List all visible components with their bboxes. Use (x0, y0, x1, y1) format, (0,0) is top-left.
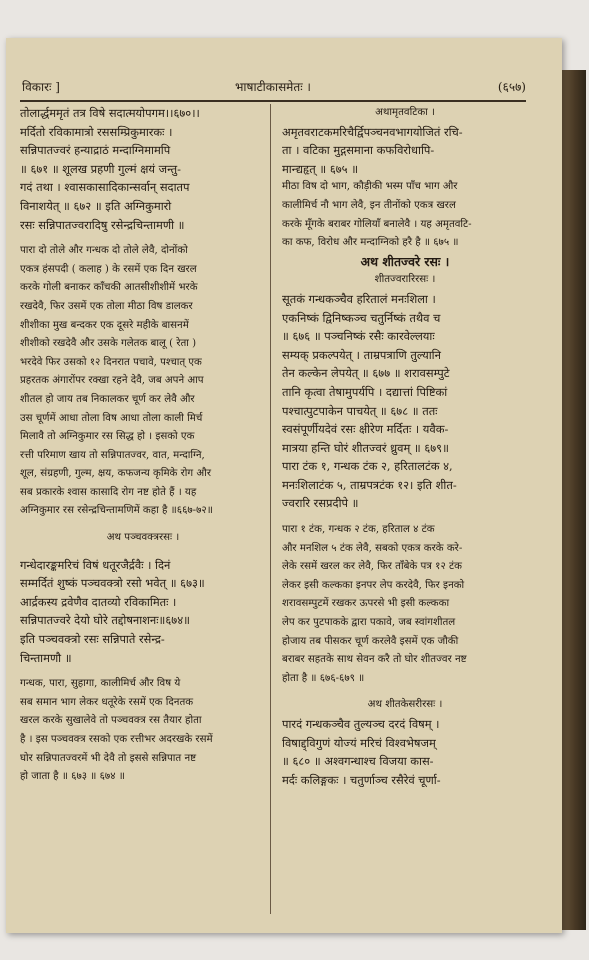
text-line: विषाद्द्विगुणं योज्यं मरिचं विश्वभेषजम् (282, 735, 436, 750)
text-line: कालीमिर्च नौ भाग लेवै, इन तीनोंको एकत्र खरल (282, 199, 456, 211)
text-line: करके मूँगके बराबर गोलियाँ बनालेवै । यह अमृतवटि- (282, 218, 472, 230)
text-line: प्रहरतक अंगारोंपर रक्खा रहने देवै, जब अपने आप (20, 375, 204, 387)
right-column (282, 104, 528, 789)
text-line: शूल, संग्रहणी, गुल्म, क्षय, कफजन्य कृमिके रोग और (20, 468, 211, 480)
text-line: मात्रया हन्ति घोरं शीतज्वरं ध्रुवम् ॥ ६७९॥ (282, 440, 449, 455)
text-line: और मनशिल ५ टंक लेवै, सबको एकत्र करके करे- (282, 542, 463, 554)
text-line: शीतल हो जाय तब निकालकर चूर्ण कर लेवै और (20, 393, 195, 405)
text-line: सन्निपातज्वरे देयो घोरे तद्दोषनाशनः॥६७४॥ (20, 613, 190, 628)
text-line: रखदेवै, फिर उसमें एक तोला मीठा विष डालकर (20, 300, 193, 312)
section-heading: अथामृतवटिका । (375, 107, 435, 118)
text-line: हो जाता है ॥ ६७३ ॥ ६७४ ॥ (20, 771, 125, 783)
text-line: विनाशयेत् ॥ ६७२ ॥ इति अग्निकुमारो (20, 198, 172, 213)
text-line: सम्मर्दितं शुष्कं पञ्चवक्त्रो रसो भवेत् ॥ ६७३॥ (20, 576, 205, 591)
section-heading: शीतज्वरारिरसः । (374, 274, 436, 286)
text-line: गन्धक, पारा, सुहागा, कालीमिर्च और विष ये (20, 678, 181, 690)
text-line: भरदेवे फिर उसको १२ दिनरात पचावे, पश्चात् एक (20, 356, 202, 368)
text-line: करके गोली बनाकर काँचकी आतसीशीशीमें भरके (20, 282, 198, 294)
spacer (20, 548, 266, 556)
text-line: शीशीको रखदेवै और उसके गलेतक बालू ( रेता ) (20, 338, 197, 350)
text-line: मिलावै तो अग्निकुमार रस सिद्ध हो । इसको एक (20, 431, 195, 443)
spacer (282, 688, 528, 696)
book-page (6, 38, 562, 933)
text-line: खरल करके सुखालेवे तो पञ्चवक्त्र रस तैयार होता (20, 715, 202, 727)
text-line: चिन्तामणौ ॥ (20, 650, 72, 665)
text-line: सम्यक् प्रकल्पयेत् । ताम्रपत्राणि तुल्यानि (282, 347, 441, 362)
text-line: उस चूर्णमें आधा तोला विष आधा तोला काली मिर्च (20, 412, 203, 424)
text-line: पारा दो तोले और गन्धक दो तोले लेवै, दोनोंको (20, 245, 188, 257)
text-line: सब समान भाग लेकर धतूरेके रसमें एक दिनतक (20, 696, 194, 708)
text-line: बराबर सहतके साथ सेवन करै तो घोर शीतज्वर नष्ट (282, 654, 467, 666)
text-line: ॥ ६८० ॥ अश्वगन्धाश्च विजया कास- (282, 754, 434, 769)
spacer (20, 667, 266, 675)
text-line: रत्ती परिमाण खाय तो सन्निपातज्वर, वात, मन्दाग्नि, (20, 449, 205, 461)
text-line: मर्दः कलिङ्गकः । चतुर्णाञ्च रसैरेवं चूर्णा- (282, 772, 441, 787)
text-line: घोर सन्निपातज्वरमें भी देवै तो इससे सन्निपात नष्ट (20, 752, 197, 764)
text-line: लेके रसमें खरल कर लेवै, फिर ताँबेके पत्र १२ टंक (282, 561, 462, 573)
text-line: शीशीका मुख बन्दकर एक दूसरे महीके बासनमें (20, 319, 189, 331)
column-divider (270, 104, 271, 914)
running-header (20, 76, 526, 102)
text-line: शरावसम्पुटमें रखकर ऊपरसे भी इसी कल्कका (282, 598, 450, 610)
text-line: ज्वरारि रसप्रदीपे ॥ (282, 496, 359, 511)
header-title: भाषाटीकासमेतः । (235, 80, 311, 94)
text-line: सब प्रकारके श्वास कासादि रोग नष्ट होते हैं । यह (20, 486, 197, 498)
spacer (282, 513, 528, 521)
header-left: विकारः ] (22, 80, 60, 94)
text-line: गदं तथा । श्वासकासादिकान्सर्वान् सदातप (20, 180, 190, 195)
text-line: एकनिष्कं द्विनिष्कञ्च चतुर्निष्कं तथैव च (282, 310, 441, 325)
text-line: लेप कर पुटपाकके द्वारा पकावे, जब स्वांगशीतल (282, 617, 456, 629)
spacer (20, 521, 266, 529)
text-line: लेकर इसी कल्कका इनपर लेप करदेवै, फिर इनको (282, 579, 465, 591)
text-line: मनःशिलाटंक ५, ताम्रपत्रटंक १२। इति शीत- (282, 477, 457, 492)
text-line: मीठा विष दो भाग, कौड़ीकी भस्म पाँच भाग और (282, 181, 458, 193)
left-column (20, 104, 266, 787)
text-line: सन्निपातज्वरं हन्याद्राठं मन्दाग्निमामपि (20, 143, 171, 158)
text-line: ॥ ६७१ ॥ शूलख प्रहणी गुल्मं क्षयं जन्तु- (20, 161, 181, 176)
text-line: ॥ ६७६ ॥ पञ्चनिष्कं रसैः कारवेल्लयाः (282, 329, 435, 344)
text-line: गन्धेदारङ्कमरिचं विषं धतूरजैर्द्रवैः । दिनं (20, 557, 171, 572)
section-heading: अथ शीतकेसरीरसः । (367, 699, 443, 711)
section-heading: अथ शीतज्वरे रसः । (360, 253, 450, 269)
text-line: इति पञ्चवक्त्रो रसः सन्निपाते रसेन्द्र- (20, 632, 165, 647)
text-line: तेन कल्केन लेपयेत् ॥ ६७७ ॥ शरावसम्पुटे (282, 366, 450, 381)
text-line: मर्दितो रविकामात्रो रससम्प्रिकुमारकः । (20, 124, 173, 139)
text-line: पश्चात्पुटपाकेन पाचयेत् ॥ ६७८ ॥ ततः (282, 403, 438, 418)
text-line: एकत्र हंसपदी ( कलाह ) के रसमें एक दिन खरल (20, 263, 197, 275)
spacer (20, 234, 266, 242)
text-line: स्वसंपूर्णीयदेवं रसः क्षीरेण मर्दितः । यवैक- (282, 422, 449, 437)
text-line: आर्द्रकस्य द्रवेणैव दातव्यो रविकामितः । (20, 594, 177, 609)
text-line: तोलार्द्धममृतं तत्र विषे सदात्मयोपगम।।६७०।। (20, 106, 200, 120)
text-line: पारा टंक १, गन्धक टंक २, हरितालटंक ४, (282, 459, 453, 474)
text-line: रसः सन्निपातज्वरादिषु रसेन्द्रचिन्तामणी ॥ (20, 217, 185, 232)
text-line: होजाय तब पीसकर चूर्ण करलेवै इसमें एक जौकी (282, 635, 459, 647)
text-line: मान्द्यहृत् ॥ ६७५ ॥ (282, 161, 359, 176)
text-line: है । इस पञ्चवक्त्र रसको एक रत्तीभर अदरखके रसमें (20, 734, 213, 745)
text-line: अमृतवराटकमरिचैर्द्विपञ्चनवभागयोजितं रचि- (282, 124, 463, 139)
text-line: पारा १ टंक, गन्धक २ टंक, हरिताल ४ टंक (282, 524, 435, 536)
section-heading: अथ पञ्चवक्त्ररसः । (106, 532, 180, 544)
text-line: होता है ॥ ६७६-६७९ ॥ (282, 672, 365, 684)
text-line: सूतकं गन्धकञ्चैव हरितालं मनःशिला । (282, 291, 436, 306)
page-number: (६५७) (497, 80, 526, 94)
text-line: तानि कृत्वा तेषामुपर्यपि । दद्यात्तां पिष्टिकां (282, 384, 448, 399)
text-line: का कफ, विरोध और मन्दाग्निको हरै है ॥ ६७५ ॥ (282, 237, 459, 249)
text-line: ता । वटिका मुद्गसमाना कफविरोधापि- (282, 143, 435, 158)
text-line: पारदं गन्धकञ्चैव तुल्यञ्च दरदं विषम् । (282, 717, 440, 731)
text-line: अग्निकुमार रस रसेन्द्रचिन्तामणिमें कहा है ॥६६७-७२॥ (20, 505, 213, 517)
